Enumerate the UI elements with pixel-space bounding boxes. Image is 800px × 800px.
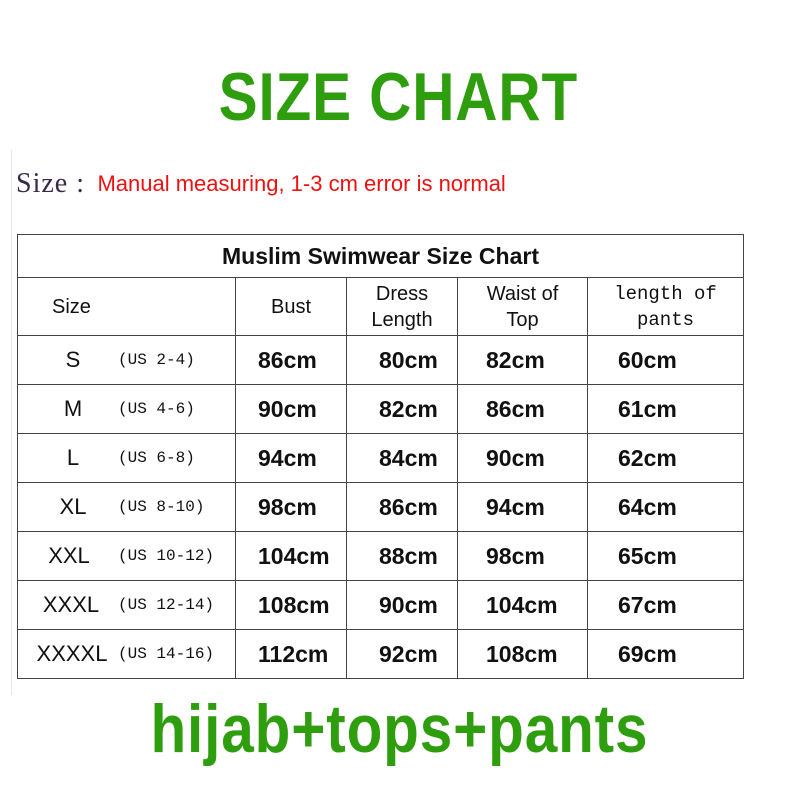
pants-length-value: 65cm xyxy=(588,532,744,581)
table-row xyxy=(18,630,744,679)
us-size: (US 14-16) xyxy=(118,645,215,663)
header-bust: Bust xyxy=(236,278,347,336)
waist-value: 90cm xyxy=(458,434,588,483)
bust-value: 98cm xyxy=(236,483,347,532)
size-rows xyxy=(18,336,744,679)
table-row xyxy=(18,532,744,581)
bust-value: 112cm xyxy=(236,630,347,679)
size-cell xyxy=(18,434,236,483)
size-cell xyxy=(18,630,236,679)
dress-length-value: 82cm xyxy=(347,385,458,434)
pants-length-value: 62cm xyxy=(588,434,744,483)
waist-value: 82cm xyxy=(458,336,588,385)
bust-value: 94cm xyxy=(236,434,347,483)
size-cell xyxy=(18,336,236,385)
page-title: SIZE CHART xyxy=(218,59,579,135)
table-row xyxy=(18,581,744,630)
pants-length-value: 67cm xyxy=(588,581,744,630)
us-size: (US 6-8) xyxy=(118,449,195,467)
header-waist-of-top xyxy=(458,278,588,336)
header-size: Size xyxy=(18,278,236,336)
left-divider xyxy=(11,150,12,695)
size-cell xyxy=(18,532,236,581)
footer-banner: hijab+tops+pants xyxy=(150,691,649,767)
dress-length-value: 86cm xyxy=(347,483,458,532)
size-code: XXXL xyxy=(42,592,100,617)
measurement-note xyxy=(16,168,506,202)
dress-length-value: 84cm xyxy=(347,434,458,483)
waist-value: 108cm xyxy=(458,630,588,679)
size-code: L xyxy=(66,445,80,470)
size-code: M xyxy=(63,396,83,421)
header-waist-line2: Top xyxy=(506,308,539,331)
table-row xyxy=(18,434,744,483)
pants-length-value: 64cm xyxy=(588,483,744,532)
us-size: (US 10-12) xyxy=(118,547,215,565)
us-size: (US 12-14) xyxy=(118,596,215,614)
size-code: S xyxy=(65,347,81,372)
bust-value: 108cm xyxy=(236,581,347,630)
header-length-of-pants xyxy=(588,278,744,336)
size-cell xyxy=(18,581,236,630)
header-pants-line2: pants xyxy=(637,308,695,331)
size-code: XL xyxy=(59,494,87,519)
header-dress-length-line1: Dress xyxy=(375,282,429,305)
note-label: Size : xyxy=(16,168,85,199)
bust-value: 90cm xyxy=(236,385,347,434)
waist-value: 86cm xyxy=(458,385,588,434)
header-waist-line1: Waist of xyxy=(486,282,559,305)
us-size: (US 4-6) xyxy=(118,400,195,418)
dress-length-value: 92cm xyxy=(347,630,458,679)
size-cell xyxy=(18,385,236,434)
header-dress-length-line2: Length xyxy=(371,308,433,331)
bust-value: 86cm xyxy=(236,336,347,385)
waist-value: 98cm xyxy=(458,532,588,581)
table-row xyxy=(18,336,744,385)
table-row xyxy=(18,385,744,434)
table-row xyxy=(18,483,744,532)
size-cell xyxy=(18,483,236,532)
size-code: XXXXL xyxy=(36,641,108,666)
us-size: (US 2-4) xyxy=(118,351,195,369)
dress-length-value: 90cm xyxy=(347,581,458,630)
pants-length-value: 69cm xyxy=(588,630,744,679)
bust-value: 104cm xyxy=(236,532,347,581)
waist-value: 104cm xyxy=(458,581,588,630)
us-size: (US 8-10) xyxy=(118,498,205,516)
header-pants-line1: length of xyxy=(614,282,717,305)
dress-length-value: 80cm xyxy=(347,336,458,385)
dress-length-value: 88cm xyxy=(347,532,458,581)
pants-length-value: 61cm xyxy=(588,385,744,434)
size-code: XXL xyxy=(48,543,90,568)
note-text: Manual measuring, 1-3 cm error is normal xyxy=(97,171,506,196)
table-caption: Muslim Swimwear Size Chart xyxy=(18,235,744,278)
waist-value: 94cm xyxy=(458,483,588,532)
header-dress-length xyxy=(347,278,458,336)
size-table xyxy=(17,234,744,679)
pants-length-value: 60cm xyxy=(588,336,744,385)
